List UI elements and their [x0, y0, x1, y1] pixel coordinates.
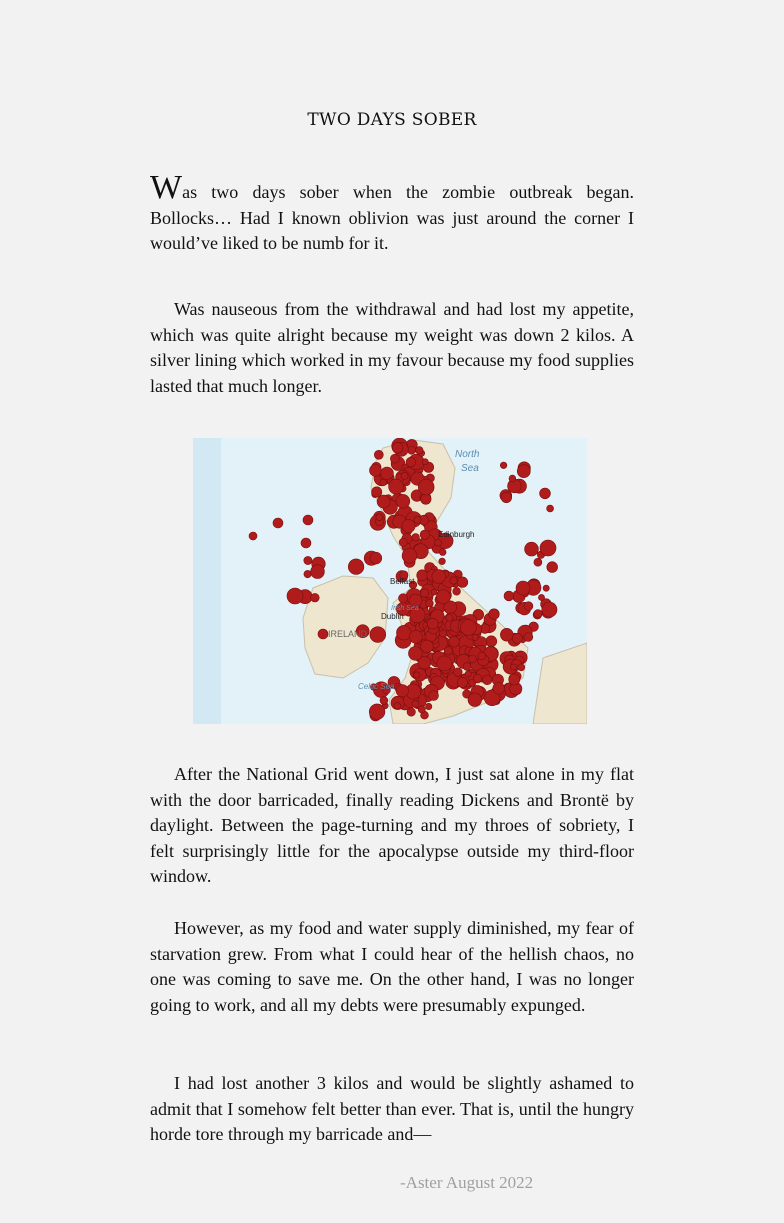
outbreak-marker — [518, 664, 525, 671]
outbreak-marker — [524, 633, 533, 642]
outbreak-marker — [370, 627, 386, 643]
outbreak-marker — [439, 558, 446, 565]
outbreak-marker — [512, 633, 522, 643]
outbreak-marker — [409, 630, 422, 643]
outbreak-marker — [472, 634, 478, 640]
outbreak-marker — [376, 514, 383, 521]
label-celtic-sea: Celtic Sea — [358, 682, 395, 691]
uk-outbreak-map — [193, 438, 587, 724]
outbreak-marker — [509, 475, 516, 482]
outbreak-marker — [469, 655, 477, 663]
outbreak-marker — [463, 663, 471, 671]
outbreak-marker — [540, 540, 556, 556]
outbreak-marker — [426, 703, 432, 709]
outbreak-marker — [394, 702, 401, 709]
label-belfast: Belfast — [390, 577, 415, 586]
outbreak-marker — [444, 647, 452, 655]
outbreak-marker — [414, 672, 420, 678]
outbreak-marker — [450, 577, 457, 584]
outbreak-marker — [420, 589, 428, 597]
paragraph-5: I had lost another 3 kilos and would be slightly ashamed to admit that I somehow felt better than ever. That is, until the hungry horde tore through my barricade and— — [150, 1073, 634, 1145]
outbreak-marker — [489, 609, 500, 620]
outbreak-marker — [409, 647, 423, 661]
outbreak-marker — [543, 585, 549, 591]
outbreak-marker — [396, 494, 410, 508]
outbreak-marker — [408, 446, 416, 454]
outbreak-marker — [348, 559, 364, 575]
outbreak-marker — [418, 706, 425, 713]
outbreak-marker — [311, 565, 325, 579]
document-title: TWO DAYS SOBER — [307, 110, 477, 130]
outbreak-marker — [525, 542, 539, 556]
outbreak-marker — [390, 454, 399, 463]
outbreak-marker — [501, 492, 512, 503]
outbreak-marker — [273, 518, 283, 528]
outbreak-marker — [511, 664, 517, 670]
outbreak-marker — [381, 467, 394, 480]
outbreak-marker — [396, 685, 408, 697]
outbreak-marker — [389, 479, 404, 494]
outbreak-marker — [427, 618, 438, 629]
outbreak-marker — [416, 447, 424, 455]
outbreak-marker — [372, 487, 382, 497]
outbreak-marker — [524, 602, 533, 611]
outbreak-marker — [436, 590, 450, 604]
outbreak-marker — [446, 614, 453, 621]
outbreak-marker — [534, 610, 542, 618]
outbreak-marker — [517, 465, 530, 478]
outbreak-marker — [249, 532, 257, 540]
paragraph-4: However, as my food and water supply diminished, my fear of starvation grew. From what I could hear of the hellish chaos, no one was coming to save me. On the other hand, I was no longer going to work, and all my debts were presumably expunged. — [150, 918, 634, 1015]
outbreak-marker — [412, 700, 419, 707]
outbreak-marker — [534, 558, 542, 566]
drop-cap: W — [150, 169, 183, 206]
outbreak-marker — [426, 600, 433, 607]
outbreak-marker — [500, 628, 513, 641]
outbreak-marker — [473, 674, 482, 683]
outbreak-marker — [542, 602, 557, 617]
map-water-deep — [193, 438, 221, 724]
outbreak-marker — [504, 591, 514, 601]
outbreak-marker — [380, 697, 388, 705]
label-irish-sea: Irish Sea — [391, 605, 419, 612]
outbreak-marker — [392, 442, 403, 453]
outbreak-marker — [304, 570, 311, 577]
outbreak-marker — [414, 516, 421, 523]
outbreak-marker — [421, 640, 434, 653]
signature: -Aster August 2022 — [400, 1173, 534, 1192]
outbreak-marker — [397, 625, 412, 640]
outbreak-marker — [374, 450, 383, 459]
outbreak-marker — [402, 519, 415, 532]
outbreak-marker — [439, 549, 446, 556]
map-graphic — [193, 438, 587, 724]
outbreak-marker — [301, 538, 311, 548]
paragraph-1 — [150, 169, 634, 257]
outbreak-marker — [303, 515, 313, 525]
outbreak-marker — [422, 459, 428, 465]
label-ireland: IRELAND — [328, 629, 368, 639]
outbreak-marker — [547, 562, 558, 573]
outbreak-marker — [402, 548, 417, 563]
label-dublin: Dublin — [381, 612, 404, 621]
label-sea: Sea — [461, 463, 479, 474]
outbreak-marker — [500, 462, 507, 469]
outbreak-marker — [311, 593, 320, 602]
outbreak-marker — [482, 675, 492, 685]
label-edinburgh: Edinburgh — [438, 530, 475, 539]
outbreak-marker — [432, 570, 446, 584]
outbreak-marker — [429, 691, 439, 701]
outbreak-marker — [377, 495, 390, 508]
outbreak-marker — [431, 589, 437, 595]
outbreak-marker — [406, 457, 416, 467]
outbreak-marker — [547, 505, 554, 512]
outbreak-marker — [417, 570, 428, 581]
outbreak-marker — [380, 479, 387, 486]
outbreak-marker — [457, 677, 467, 687]
outbreak-marker — [318, 629, 328, 639]
outbreak-marker — [399, 594, 408, 603]
outbreak-marker — [465, 671, 471, 677]
outbreak-marker — [486, 636, 497, 647]
outbreak-marker — [449, 636, 460, 647]
outbreak-marker — [370, 465, 382, 477]
outbreak-marker — [412, 534, 420, 542]
outbreak-marker — [418, 479, 434, 495]
outbreak-marker — [540, 488, 551, 499]
outbreak-marker — [440, 630, 447, 637]
outbreak-marker — [370, 552, 382, 564]
paragraph-3: After the National Grid went down, I just sat alone in my flat with the door barricaded, finally reading Dickens and Brontë by daylight. Between the page-turning and my throes of sobriety, I felt surprisingly little for the apocalypse outside my third-floor window. — [150, 764, 634, 887]
outbreak-marker — [538, 594, 544, 600]
outbreak-marker — [435, 539, 442, 546]
outbreak-marker — [453, 587, 461, 595]
outbreak-marker — [369, 704, 385, 720]
outbreak-marker — [437, 656, 452, 671]
label-north: North — [455, 449, 480, 460]
outbreak-marker — [454, 668, 463, 677]
outbreak-marker — [457, 577, 468, 588]
outbreak-marker — [478, 652, 486, 660]
paragraph-2: Was nauseous from the withdrawal and had lost my appetite, which was quite alright because my weight was down 2 kilos. A silver lining which worked in my favour because my food supplies lasted that much longer. — [150, 299, 634, 396]
outbreak-marker — [461, 620, 477, 636]
outbreak-marker — [468, 693, 482, 707]
outbreak-marker — [516, 581, 530, 595]
outbreak-marker — [420, 530, 429, 539]
outbreak-marker — [401, 472, 408, 479]
outbreak-marker — [287, 588, 303, 604]
outbreak-marker — [304, 556, 312, 564]
outbreak-marker — [493, 683, 505, 695]
paragraph-1-text: as two days sober when the zombie outbreak began. Bollocks… Had I known oblivion was just around the corner I would’ve liked to be numb for it. — [150, 182, 634, 254]
outbreak-marker — [509, 674, 520, 685]
outbreak-marker — [399, 538, 407, 546]
